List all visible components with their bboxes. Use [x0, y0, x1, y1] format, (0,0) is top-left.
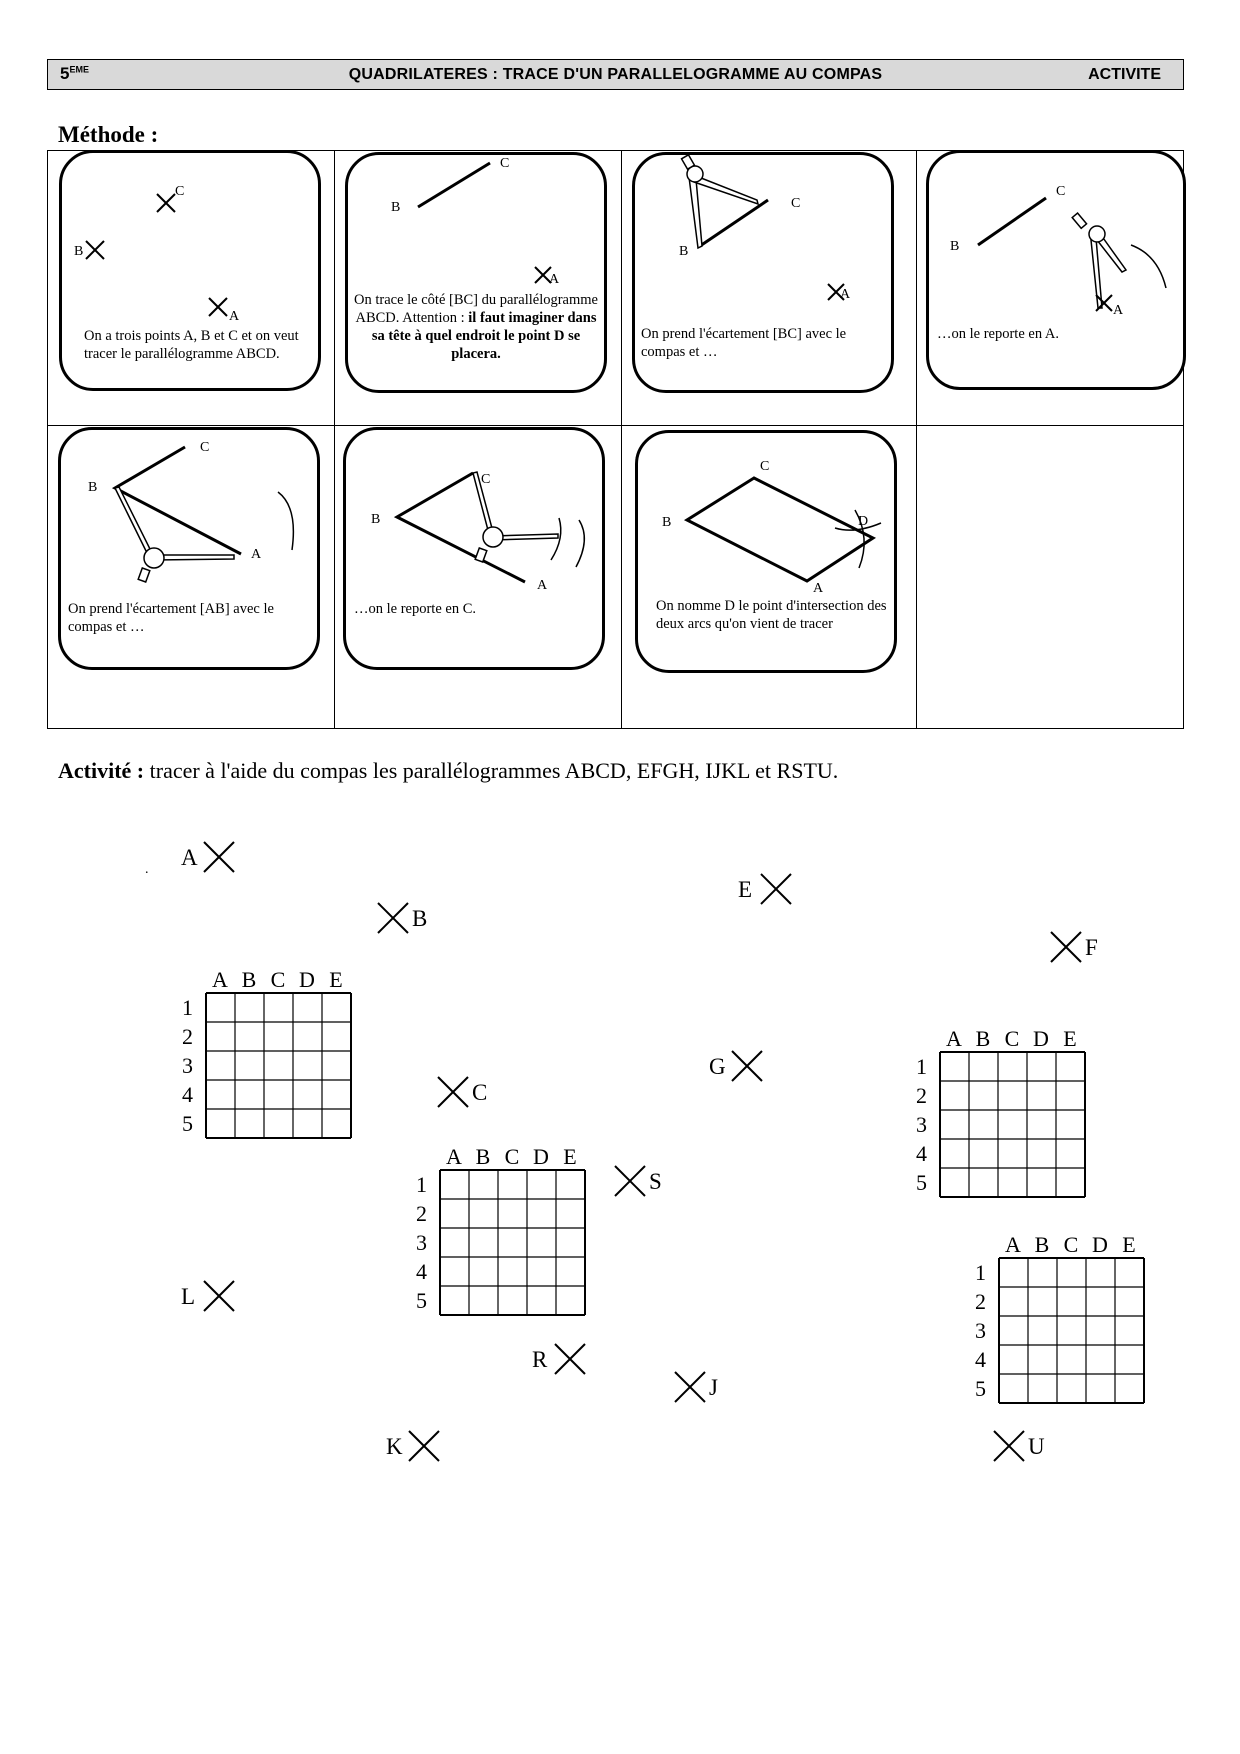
svg-text:S: S: [649, 1169, 662, 1194]
svg-text:B: B: [74, 244, 84, 259]
grid-column-label: A: [446, 1144, 462, 1169]
point-r: [532, 1344, 585, 1374]
grid-column-label: C: [504, 1144, 520, 1169]
grid-row-label: 2: [975, 1289, 986, 1314]
activity-instruction: Activité : tracer à l'aide du compas les parallélogrammes ABCD, EFGH, IJKL et RSTU.: [58, 758, 839, 783]
svg-text:L: L: [181, 1284, 196, 1309]
svg-text:C: C: [791, 196, 801, 211]
point-e: [738, 874, 791, 904]
grid-row-label: 2: [182, 1024, 193, 1049]
svg-text:B: B: [950, 239, 960, 254]
step-caption-2: On trace le côté [BC] du parallélogramme ABCD. Attention : il faut imaginer dans sa tête à quel endroit le point D se placera.: [354, 292, 598, 362]
svg-text:R: R: [532, 1347, 548, 1372]
grid-column-label: D: [1033, 1026, 1049, 1051]
grid-column-label: B: [475, 1144, 491, 1169]
grid-column-label: D: [299, 967, 315, 992]
grid-column-label: C: [1063, 1232, 1079, 1257]
grid-column-label: A: [946, 1026, 962, 1051]
grid-row-label: 4: [182, 1082, 193, 1107]
svg-text:F: F: [1085, 935, 1098, 960]
svg-text:B: B: [412, 906, 428, 931]
svg-text:B: B: [662, 515, 672, 530]
grid-column-label: A: [1005, 1232, 1021, 1257]
point-k: [386, 1431, 439, 1461]
grid-row-label: 2: [916, 1083, 927, 1108]
svg-text:A: A: [549, 272, 560, 287]
step-caption-7: On nomme D le point d'intersection des deux arcs qu'on vient de tracer: [656, 598, 887, 632]
grid-column-label: D: [1092, 1232, 1108, 1257]
svg-text:A: A: [229, 309, 240, 324]
grid-column-label: C: [1004, 1026, 1020, 1051]
level-label: 5EME: [60, 64, 89, 83]
svg-text:B: B: [371, 512, 381, 527]
point-u: [994, 1431, 1045, 1461]
svg-text:C: C: [481, 472, 491, 487]
grid-row-label: 3: [975, 1318, 986, 1343]
svg-text:C: C: [500, 156, 510, 171]
point-b: [378, 903, 427, 933]
svg-text:B: B: [679, 244, 689, 259]
svg-text:A: A: [840, 287, 851, 302]
coding-grid: [916, 1026, 1085, 1197]
grid-row-label: 3: [416, 1230, 427, 1255]
svg-text:B: B: [391, 200, 401, 215]
svg-text:A: A: [1113, 303, 1124, 318]
grid-column-label: D: [533, 1144, 549, 1169]
grid-column-label: B: [241, 967, 257, 992]
point-j: [675, 1372, 718, 1402]
point-f: [1051, 932, 1098, 962]
svg-text:C: C: [175, 184, 185, 199]
grid-column-label: E: [1063, 1026, 1077, 1051]
svg-text:G: G: [709, 1054, 726, 1079]
point-a: [181, 842, 234, 872]
svg-text:C: C: [760, 459, 770, 474]
grid-row-label: 4: [975, 1347, 986, 1372]
grid-column-label: B: [1034, 1232, 1050, 1257]
step-caption-1: On a trois points A, B et C et on veut tracer le parallélogramme ABCD.: [84, 328, 299, 362]
coding-grid: [975, 1232, 1144, 1403]
step-caption-6: …on le reporte en C.: [354, 601, 477, 617]
grid-row-label: 5: [182, 1111, 193, 1136]
point-g: [709, 1051, 762, 1081]
svg-text:D: D: [858, 514, 869, 529]
grid-row-label: 2: [416, 1201, 427, 1226]
grid-row-label: 1: [916, 1054, 927, 1079]
step-caption-5: On prend l'écartement [AB] avec le compas et …: [68, 601, 274, 635]
svg-text:A: A: [537, 578, 548, 593]
grid-row-label: 4: [916, 1141, 927, 1166]
grid-row-label: 1: [975, 1260, 986, 1285]
svg-text:J: J: [709, 1375, 718, 1400]
svg-text:C: C: [1056, 184, 1066, 199]
grid-row-label: 1: [182, 995, 193, 1020]
grid-row-label: 1: [416, 1172, 427, 1197]
grid-column-label: E: [563, 1144, 577, 1169]
coding-grid: [416, 1144, 585, 1315]
stray-mark: .: [145, 862, 149, 877]
point-l: [181, 1281, 234, 1311]
point-s: [615, 1166, 662, 1196]
step-caption-4: …on le reporte en A.: [937, 326, 1060, 342]
page-title: QUADRILATERES : TRACE D'UN PARALLELOGRAMME AU COMPAS: [348, 66, 883, 83]
svg-text:A: A: [251, 547, 262, 562]
grid-row-label: 5: [975, 1376, 986, 1401]
grid-column-label: C: [270, 967, 286, 992]
grid-row-label: 3: [182, 1053, 193, 1078]
step-caption-3: On prend l'écartement [BC] avec le compas et …: [641, 326, 847, 360]
svg-text:E: E: [738, 877, 753, 902]
method-title: Méthode :: [58, 122, 159, 147]
grid-row-label: 4: [416, 1259, 427, 1284]
svg-text:B: B: [88, 480, 98, 495]
point-c: [438, 1077, 487, 1107]
svg-text:K: K: [386, 1434, 403, 1459]
grid-column-label: B: [975, 1026, 991, 1051]
grid-row-label: 3: [916, 1112, 927, 1137]
coding-grid: [182, 967, 351, 1138]
svg-text:A: A: [813, 581, 824, 596]
grid-row-label: 5: [916, 1170, 927, 1195]
svg-text:A: A: [181, 845, 198, 870]
svg-text:C: C: [472, 1080, 488, 1105]
sheet-type: ACTIVITE: [1088, 66, 1161, 83]
svg-text:U: U: [1028, 1434, 1045, 1459]
grid-row-label: 5: [416, 1288, 427, 1313]
grid-column-label: E: [1122, 1232, 1136, 1257]
svg-text:C: C: [200, 440, 210, 455]
grid-column-label: E: [329, 967, 343, 992]
grid-column-label: A: [212, 967, 228, 992]
